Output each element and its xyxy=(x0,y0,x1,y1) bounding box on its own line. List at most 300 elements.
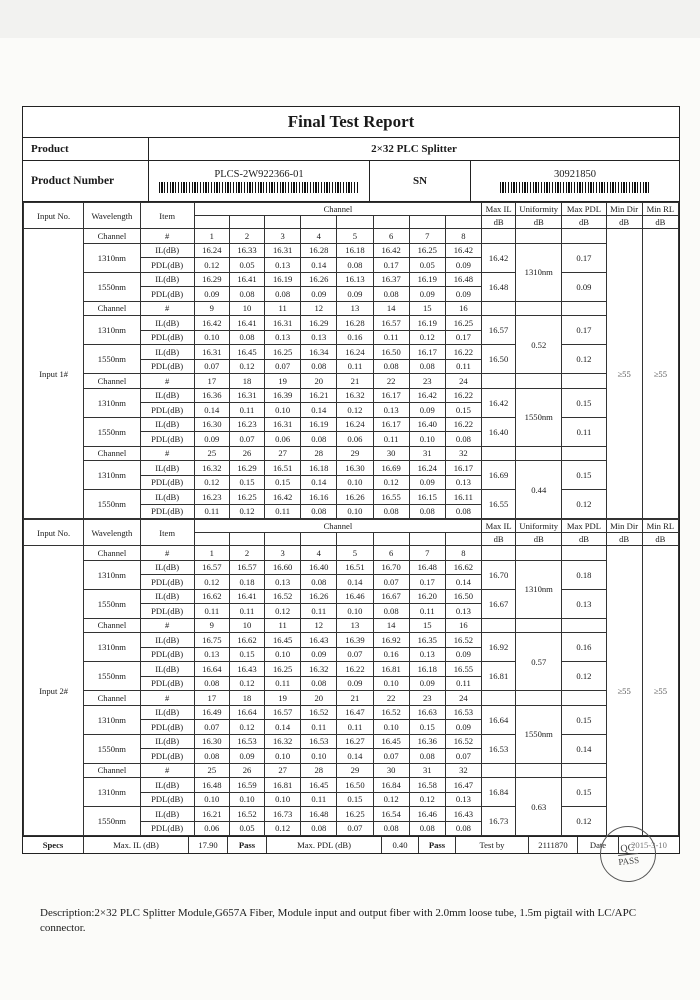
pdl-value: 0.12 xyxy=(373,475,409,490)
pdl-label: PDL(dB) xyxy=(140,821,194,836)
il-value: 16.25 xyxy=(229,490,264,505)
pdl-value: 0.10 xyxy=(265,403,301,418)
blank-cell xyxy=(482,691,516,706)
channel-number: 16 xyxy=(445,301,481,316)
wavelength-label: 1310nm xyxy=(84,705,140,734)
pdl-label: PDL(dB) xyxy=(140,403,194,418)
unit-cell: dB xyxy=(482,533,516,546)
channel-label: Channel xyxy=(84,301,140,316)
il-value: 16.30 xyxy=(194,734,229,749)
il-value: 16.53 xyxy=(229,734,264,749)
channel-number: 28 xyxy=(301,446,337,461)
il-value: 16.24 xyxy=(194,243,229,258)
pdl-value: 0.08 xyxy=(229,330,264,345)
il-value: 16.22 xyxy=(445,417,481,432)
pdl-value: 0.11 xyxy=(229,604,264,619)
wavelength-label: 1310nm xyxy=(84,778,140,807)
pdl-value: 0.09 xyxy=(194,432,229,447)
pdl-value: 0.08 xyxy=(373,504,409,519)
blank-cell xyxy=(482,618,516,633)
pdl-value: 0.07 xyxy=(373,575,409,590)
pdl-label: PDL(dB) xyxy=(140,676,194,691)
uniformity-value: 1550nm xyxy=(516,705,562,763)
channel-label: Channel xyxy=(84,229,140,244)
il-label: IL(dB) xyxy=(140,633,194,648)
blank-cell xyxy=(194,216,229,229)
pdl-value: 0.16 xyxy=(373,647,409,662)
channel-number: 17 xyxy=(194,691,229,706)
pdl-label: PDL(dB) xyxy=(140,720,194,735)
channel-number: 10 xyxy=(229,618,264,633)
pdl-value: 0.08 xyxy=(409,359,445,374)
uniformity-header: Uniformity xyxy=(516,520,562,533)
pdl-value: 0.08 xyxy=(301,575,337,590)
channel-number: 26 xyxy=(229,446,264,461)
il-value: 16.13 xyxy=(337,272,373,287)
il-value: 16.21 xyxy=(301,388,337,403)
pdl-label: PDL(dB) xyxy=(140,504,194,519)
pdl-value: 0.10 xyxy=(337,504,373,519)
il-value: 16.45 xyxy=(265,633,301,648)
wavelength-label: 1550nm xyxy=(84,589,140,618)
pdl-value: 0.08 xyxy=(337,258,373,273)
il-value: 16.26 xyxy=(301,272,337,287)
channel-number: 6 xyxy=(373,546,409,561)
pdl-value: 0.09 xyxy=(194,287,229,302)
pdl-value: 0.10 xyxy=(337,475,373,490)
uniformity-value: 1550nm xyxy=(516,388,562,446)
pdl-label: PDL(dB) xyxy=(140,604,194,619)
il-value: 16.62 xyxy=(445,560,481,575)
channel-number: 14 xyxy=(373,301,409,316)
pdl-value: 0.14 xyxy=(337,749,373,764)
item-header: Item xyxy=(140,203,194,229)
il-value: 16.58 xyxy=(409,778,445,793)
pdl-value: 0.08 xyxy=(301,359,337,374)
channel-number: 5 xyxy=(337,229,373,244)
channel-number: 21 xyxy=(337,374,373,389)
blank-cell xyxy=(562,618,606,633)
il-value: 16.37 xyxy=(373,272,409,287)
blank-cell xyxy=(562,763,606,778)
product-description: Description:2×32 PLC Splitter Module,G657A Fiber, Module input and output fiber with 2.0mm loose tube, 1.5m pigtail with LC/APC connector. xyxy=(40,907,637,934)
il-label: IL(dB) xyxy=(140,345,194,360)
il-value: 16.63 xyxy=(409,705,445,720)
channel-number: 21 xyxy=(337,691,373,706)
il-value: 16.60 xyxy=(265,560,301,575)
pdl-value: 0.12 xyxy=(229,504,264,519)
pdl-value: 0.05 xyxy=(229,258,264,273)
wavelength-label: 1310nm xyxy=(84,388,140,417)
channel-number: 30 xyxy=(373,763,409,778)
specs-pass-il: Pass xyxy=(228,837,267,853)
blank-cell xyxy=(562,301,606,316)
pdl-value: 0.08 xyxy=(373,287,409,302)
wavelength-label: 1550nm xyxy=(84,807,140,836)
pdl-value: 0.13 xyxy=(445,792,481,807)
product-label: Product xyxy=(23,138,149,160)
stamp-pass: PASS xyxy=(617,854,640,867)
pdl-value: 0.07 xyxy=(373,749,409,764)
channel-number: 28 xyxy=(301,763,337,778)
pdl-value: 0.14 xyxy=(301,475,337,490)
channel-number: 23 xyxy=(409,691,445,706)
pdl-value: 0.08 xyxy=(301,504,337,519)
pdl-label: PDL(dB) xyxy=(140,359,194,374)
blank-cell xyxy=(301,533,337,546)
il-value: 16.39 xyxy=(337,633,373,648)
max-pdl-value: 0.09 xyxy=(562,272,606,301)
il-value: 16.50 xyxy=(445,589,481,604)
blank-cell xyxy=(516,763,562,778)
channel-row xyxy=(24,446,679,461)
product-number-box xyxy=(149,161,370,201)
min-dir-value: ≥55 xyxy=(606,229,642,519)
il-value: 16.36 xyxy=(194,388,229,403)
pdl-label: PDL(dB) xyxy=(140,258,194,273)
il-value: 16.59 xyxy=(229,778,264,793)
item-header: Item xyxy=(140,520,194,546)
wavelength-label: 1310nm xyxy=(84,461,140,490)
il-value: 16.48 xyxy=(409,560,445,575)
table-header-row xyxy=(24,520,679,533)
measurement-row xyxy=(24,589,679,604)
il-value: 16.19 xyxy=(409,272,445,287)
hash-label: # xyxy=(140,374,194,389)
pdl-value: 0.14 xyxy=(301,258,337,273)
measurement-row xyxy=(24,243,679,258)
pdl-label: PDL(dB) xyxy=(140,330,194,345)
channel-label: Channel xyxy=(84,618,140,633)
max-il-value: 16.92 xyxy=(482,633,516,662)
pdl-value: 0.13 xyxy=(373,403,409,418)
pdl-value: 0.07 xyxy=(194,359,229,374)
il-value: 16.42 xyxy=(265,490,301,505)
specs-test-by-label: Test by xyxy=(456,837,529,853)
channel-number: 1 xyxy=(194,546,229,561)
pdl-value: 0.14 xyxy=(445,575,481,590)
pdl-value: 0.08 xyxy=(265,287,301,302)
channel-number: 15 xyxy=(409,301,445,316)
il-value: 16.69 xyxy=(373,461,409,476)
blank-cell xyxy=(516,618,562,633)
pdl-value: 0.10 xyxy=(265,792,301,807)
max-il-value: 16.73 xyxy=(482,807,516,836)
pdl-value: 0.13 xyxy=(445,604,481,619)
channel-number: 11 xyxy=(265,301,301,316)
pdl-value: 0.08 xyxy=(373,359,409,374)
channel-number: 20 xyxy=(301,691,337,706)
pdl-value: 0.11 xyxy=(373,432,409,447)
pdl-value: 0.11 xyxy=(445,676,481,691)
measurement-row xyxy=(24,633,679,648)
il-label: IL(dB) xyxy=(140,560,194,575)
pdl-value: 0.08 xyxy=(445,504,481,519)
il-value: 16.46 xyxy=(409,807,445,822)
uniformity-value: 0.44 xyxy=(516,461,562,519)
blank-cell xyxy=(265,216,301,229)
blank-cell xyxy=(409,216,445,229)
il-value: 16.31 xyxy=(265,417,301,432)
channel-number: 8 xyxy=(445,229,481,244)
measurement-table xyxy=(23,202,679,519)
blank-cell xyxy=(409,533,445,546)
channel-number: 4 xyxy=(301,546,337,561)
il-value: 16.27 xyxy=(337,734,373,749)
pdl-value: 0.13 xyxy=(265,330,301,345)
pdl-value: 0.09 xyxy=(301,647,337,662)
blank-cell xyxy=(516,374,562,389)
uniformity-value: 0.63 xyxy=(516,778,562,836)
il-value: 16.42 xyxy=(373,243,409,258)
pdl-value: 0.13 xyxy=(194,647,229,662)
measurement-row xyxy=(24,490,679,505)
pdl-value: 0.08 xyxy=(301,676,337,691)
max-il-value: 16.69 xyxy=(482,461,516,490)
pdl-value: 0.12 xyxy=(194,258,229,273)
min-dir-header: Min Dir xyxy=(606,520,642,533)
pdl-value: 0.09 xyxy=(445,647,481,662)
il-value: 16.57 xyxy=(229,560,264,575)
channel-label: Channel xyxy=(84,546,140,561)
il-label: IL(dB) xyxy=(140,807,194,822)
pdl-value: 0.05 xyxy=(409,258,445,273)
uniformity-value: 0.57 xyxy=(516,633,562,691)
pdl-value: 0.09 xyxy=(409,287,445,302)
pdl-label: PDL(dB) xyxy=(140,749,194,764)
pdl-value: 0.12 xyxy=(373,792,409,807)
measurement-row xyxy=(24,388,679,403)
channel-number: 20 xyxy=(301,374,337,389)
il-value: 16.28 xyxy=(301,243,337,258)
il-value: 16.41 xyxy=(229,272,264,287)
blank-cell xyxy=(516,301,562,316)
pdl-value: 0.07 xyxy=(337,647,373,662)
il-label: IL(dB) xyxy=(140,417,194,432)
il-value: 16.64 xyxy=(194,662,229,677)
pdl-value: 0.09 xyxy=(301,287,337,302)
il-value: 16.54 xyxy=(373,807,409,822)
specs-pass-pdl: Pass xyxy=(419,837,456,853)
channel-number: 16 xyxy=(445,618,481,633)
il-value: 16.19 xyxy=(265,272,301,287)
il-value: 16.35 xyxy=(409,633,445,648)
max-pdl-value: 0.12 xyxy=(562,490,606,519)
pdl-value: 0.12 xyxy=(265,604,301,619)
measurement-row xyxy=(24,778,679,793)
blank-cell xyxy=(482,763,516,778)
pdl-value: 0.08 xyxy=(229,287,264,302)
il-value: 16.32 xyxy=(194,461,229,476)
product-value: 2×32 PLC Splitter xyxy=(371,143,457,155)
measurement-row xyxy=(24,807,679,822)
pdl-value: 0.14 xyxy=(301,403,337,418)
input-no-header: Input No. xyxy=(24,520,84,546)
report-title: Final Test Report xyxy=(23,107,679,138)
il-label: IL(dB) xyxy=(140,705,194,720)
pdl-value: 0.18 xyxy=(229,575,264,590)
measurement-row xyxy=(24,417,679,432)
max-pdl-value: 0.17 xyxy=(562,316,606,345)
il-value: 16.18 xyxy=(337,243,373,258)
il-value: 16.40 xyxy=(409,417,445,432)
pdl-value: 0.11 xyxy=(229,403,264,418)
pdl-value: 0.08 xyxy=(409,821,445,836)
il-value: 16.22 xyxy=(445,388,481,403)
il-value: 16.50 xyxy=(337,778,373,793)
channel-label: Channel xyxy=(84,763,140,778)
pdl-value: 0.15 xyxy=(337,792,373,807)
channel-number: 29 xyxy=(337,446,373,461)
product-row xyxy=(23,138,679,161)
blank-cell xyxy=(562,446,606,461)
pdl-value: 0.12 xyxy=(229,676,264,691)
max-pdl-value: 0.16 xyxy=(562,633,606,662)
pdl-value: 0.13 xyxy=(265,258,301,273)
measurement-table xyxy=(23,519,679,836)
il-value: 16.70 xyxy=(373,560,409,575)
pdl-value: 0.11 xyxy=(301,604,337,619)
channel-number: 25 xyxy=(194,446,229,461)
channel-number: 3 xyxy=(265,229,301,244)
channel-label: Channel xyxy=(84,691,140,706)
pdl-value: 0.08 xyxy=(373,821,409,836)
product-number-value: PLCS-2W922366-01 xyxy=(214,169,304,180)
il-value: 16.73 xyxy=(265,807,301,822)
min-dir-header: Min Dir xyxy=(606,203,642,216)
pdl-value: 0.09 xyxy=(229,749,264,764)
blank-cell xyxy=(562,691,606,706)
il-value: 16.23 xyxy=(194,490,229,505)
il-value: 16.31 xyxy=(229,388,264,403)
hash-label: # xyxy=(140,691,194,706)
pdl-value: 0.15 xyxy=(229,475,264,490)
pdl-value: 0.10 xyxy=(229,792,264,807)
channel-row xyxy=(24,618,679,633)
max-pdl-value: 0.15 xyxy=(562,461,606,490)
max-pdl-header: Max PDL xyxy=(562,520,606,533)
blank-cell xyxy=(337,216,373,229)
il-value: 16.52 xyxy=(229,807,264,822)
pdl-value: 0.11 xyxy=(194,504,229,519)
sn-label: SN xyxy=(370,161,471,201)
blank-cell xyxy=(516,229,562,244)
il-value: 16.53 xyxy=(445,705,481,720)
il-value: 16.50 xyxy=(373,345,409,360)
il-value: 16.53 xyxy=(301,734,337,749)
uniformity-header: Uniformity xyxy=(516,203,562,216)
wavelength-label: 1550nm xyxy=(84,417,140,446)
il-value: 16.32 xyxy=(301,662,337,677)
il-value: 16.51 xyxy=(337,560,373,575)
pdl-value: 0.15 xyxy=(409,720,445,735)
product-number-row xyxy=(23,161,679,202)
pdl-value: 0.10 xyxy=(301,749,337,764)
channel-number: 2 xyxy=(229,546,264,561)
pdl-value: 0.11 xyxy=(265,676,301,691)
il-value: 16.45 xyxy=(301,778,337,793)
wavelength-label: 1310nm xyxy=(84,316,140,345)
channel-row xyxy=(24,763,679,778)
pdl-value: 0.10 xyxy=(194,330,229,345)
channel-header: Channel xyxy=(194,203,481,216)
min-rl-value: ≥55 xyxy=(642,229,678,519)
max-pdl-value: 0.18 xyxy=(562,560,606,589)
il-value: 16.40 xyxy=(301,560,337,575)
blank-cell xyxy=(265,533,301,546)
channel-number: 9 xyxy=(194,618,229,633)
il-value: 16.42 xyxy=(194,316,229,331)
pdl-value: 0.17 xyxy=(409,575,445,590)
il-value: 16.62 xyxy=(194,589,229,604)
il-value: 16.52 xyxy=(265,589,301,604)
min-rl-header: Min RL xyxy=(642,520,678,533)
il-value: 16.81 xyxy=(265,778,301,793)
il-value: 16.52 xyxy=(373,705,409,720)
pdl-value: 0.13 xyxy=(445,475,481,490)
channel-number: 1 xyxy=(194,229,229,244)
measurement-row xyxy=(24,316,679,331)
pdl-value: 0.16 xyxy=(337,330,373,345)
il-value: 16.24 xyxy=(337,417,373,432)
il-value: 16.51 xyxy=(265,461,301,476)
il-label: IL(dB) xyxy=(140,461,194,476)
pdl-value: 0.10 xyxy=(409,432,445,447)
pdl-value: 0.07 xyxy=(265,359,301,374)
channel-row xyxy=(24,546,679,561)
specs-date-value: 2015-3-10 xyxy=(631,840,667,850)
channel-number: 7 xyxy=(409,546,445,561)
il-value: 16.49 xyxy=(194,705,229,720)
blank-cell xyxy=(337,533,373,546)
pdl-value: 0.12 xyxy=(337,403,373,418)
pdl-value: 0.12 xyxy=(194,575,229,590)
channel-number: 14 xyxy=(373,618,409,633)
hash-label: # xyxy=(140,546,194,561)
il-value: 16.55 xyxy=(445,662,481,677)
il-value: 16.19 xyxy=(301,417,337,432)
max-il-value: 16.55 xyxy=(482,490,516,519)
max-il-value: 16.53 xyxy=(482,734,516,763)
il-label: IL(dB) xyxy=(140,243,194,258)
min-rl-header: Min RL xyxy=(642,203,678,216)
il-value: 16.62 xyxy=(229,633,264,648)
pdl-value: 0.09 xyxy=(445,720,481,735)
specs-max-pdl-value: 0.40 xyxy=(382,837,419,853)
blank-cell xyxy=(445,533,481,546)
il-value: 16.48 xyxy=(194,778,229,793)
il-value: 16.25 xyxy=(409,243,445,258)
pdl-label: PDL(dB) xyxy=(140,475,194,490)
il-label: IL(dB) xyxy=(140,778,194,793)
pdl-value: 0.09 xyxy=(445,258,481,273)
il-value: 16.47 xyxy=(445,778,481,793)
pdl-value: 0.10 xyxy=(337,604,373,619)
max-il-value: 16.57 xyxy=(482,316,516,345)
il-label: IL(dB) xyxy=(140,272,194,287)
pdl-value: 0.12 xyxy=(409,792,445,807)
measurement-tables xyxy=(23,202,679,836)
input-label: Input 1# xyxy=(24,229,84,519)
il-value: 16.48 xyxy=(445,272,481,287)
channel-number: 2 xyxy=(229,229,264,244)
blank-cell xyxy=(562,546,606,561)
max-pdl-value: 0.15 xyxy=(562,388,606,417)
uniformity-value: 1310nm xyxy=(516,243,562,301)
specs-label: Specs xyxy=(23,837,84,853)
pdl-value: 0.11 xyxy=(301,792,337,807)
pdl-value: 0.11 xyxy=(337,720,373,735)
